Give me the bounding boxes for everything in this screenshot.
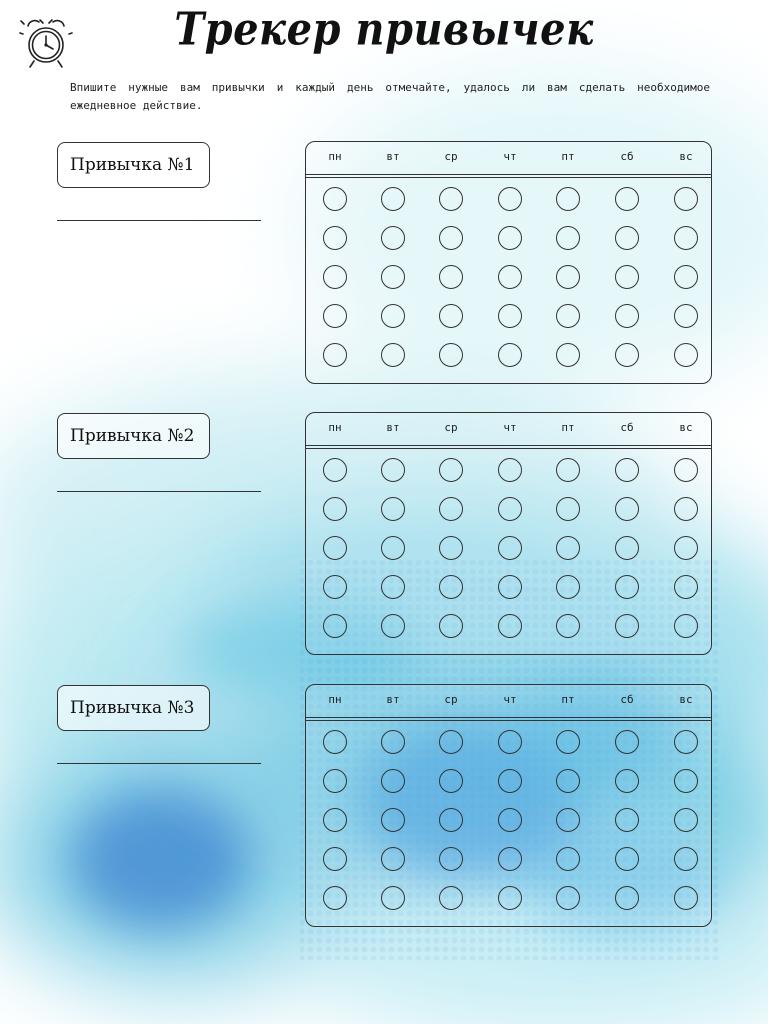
checkmark-circle[interactable] (498, 497, 522, 521)
checkmark-circle[interactable] (323, 497, 347, 521)
habit-name-box-3[interactable]: Привычка №3 (57, 685, 210, 731)
checkmark-circle[interactable] (439, 575, 463, 599)
checkmark-circle[interactable] (381, 808, 405, 832)
checkmark-circle[interactable] (498, 575, 522, 599)
checkmark-circle[interactable] (381, 847, 405, 871)
checkmark-circle[interactable] (556, 265, 580, 289)
checkmark-circle[interactable] (674, 769, 698, 793)
checkmark-circle[interactable] (556, 187, 580, 211)
checkmark-circle[interactable] (674, 614, 698, 638)
checkmark-circle[interactable] (323, 769, 347, 793)
checkmark-circle[interactable] (381, 614, 405, 638)
weekday-label: пт (561, 150, 575, 163)
intro-text: Впишите нужные вам привычки и каждый день отмечайте, удалось ли вам сделать необходимое ежедневное действие. (70, 81, 710, 112)
header-divider (306, 177, 711, 178)
checkmark-circle[interactable] (674, 265, 698, 289)
weekday-label: ср (444, 693, 458, 706)
checkmark-circle[interactable] (439, 458, 463, 482)
weekday-header (306, 142, 711, 174)
checkmark-circle[interactable] (323, 847, 347, 871)
checkmark-circle[interactable] (498, 536, 522, 560)
checkmark-circle[interactable] (498, 808, 522, 832)
checkmark-circle[interactable] (323, 265, 347, 289)
header-divider (306, 448, 711, 449)
checkmark-circle[interactable] (556, 769, 580, 793)
checkmark-circle[interactable] (439, 536, 463, 560)
checkmark-circle[interactable] (556, 343, 580, 367)
checkmark-circle[interactable] (323, 808, 347, 832)
page-title: Трекер привычек (174, 3, 594, 56)
checkmark-circle[interactable] (556, 536, 580, 560)
habit-tracker-grid-1 (305, 141, 712, 384)
checkmark-circle[interactable] (498, 730, 522, 754)
habit-notes-line-1[interactable] (57, 220, 261, 221)
checkmark-circle[interactable] (323, 614, 347, 638)
checkmark-circle[interactable] (381, 458, 405, 482)
habit-name-box-2[interactable]: Привычка №2 (57, 413, 210, 459)
checkmark-circle[interactable] (615, 265, 639, 289)
weekday-label: пн (328, 150, 342, 163)
weekday-label: сб (620, 693, 634, 706)
checkmark-circle[interactable] (498, 847, 522, 871)
weekday-label: пт (561, 693, 575, 706)
checkmark-circle[interactable] (381, 886, 405, 910)
checkmark-circle[interactable] (439, 847, 463, 871)
checkmark-circle[interactable] (556, 304, 580, 328)
checkmark-circle[interactable] (323, 458, 347, 482)
checkmark-circle[interactable] (556, 730, 580, 754)
checkmark-circle[interactable] (674, 575, 698, 599)
checkmark-circle[interactable] (439, 730, 463, 754)
checkmark-circle[interactable] (674, 808, 698, 832)
weekday-label: вс (679, 693, 693, 706)
checkmark-circle[interactable] (556, 886, 580, 910)
checkmark-circle[interactable] (498, 187, 522, 211)
checkmark-circle[interactable] (556, 226, 580, 250)
checkmark-circle[interactable] (498, 343, 522, 367)
checkmark-circle[interactable] (556, 614, 580, 638)
header-divider (306, 717, 711, 718)
header-divider (306, 720, 711, 721)
checkmark-circle[interactable] (439, 304, 463, 328)
checkmark-circle[interactable] (323, 575, 347, 599)
checkmark-circle[interactable] (615, 730, 639, 754)
checkmark-circle[interactable] (674, 187, 698, 211)
checkmark-circle[interactable] (439, 614, 463, 638)
checkmark-circle[interactable] (439, 265, 463, 289)
checkmark-circle[interactable] (615, 536, 639, 560)
weekday-label: чт (503, 150, 517, 163)
checkmark-circle[interactable] (674, 730, 698, 754)
weekday-label: сб (620, 150, 634, 163)
checkmark-circle[interactable] (381, 497, 405, 521)
checkmark-circle[interactable] (381, 304, 405, 328)
checkmark-circle[interactable] (556, 808, 580, 832)
checkmark-circle[interactable] (615, 343, 639, 367)
checkmark-circle[interactable] (381, 226, 405, 250)
checkmark-circle[interactable] (615, 769, 639, 793)
weekday-label: ср (444, 421, 458, 434)
header-divider (306, 174, 711, 175)
weekday-label: вс (679, 421, 693, 434)
checkmark-circle[interactable] (323, 886, 347, 910)
weekday-label: чт (503, 421, 517, 434)
checkmark-circle[interactable] (674, 497, 698, 521)
checkmark-circle[interactable] (323, 187, 347, 211)
checkmark-circle[interactable] (556, 458, 580, 482)
checkmark-circle[interactable] (323, 343, 347, 367)
checkmark-circle[interactable] (498, 265, 522, 289)
checkmark-circle[interactable] (674, 343, 698, 367)
checkmark-circle[interactable] (674, 886, 698, 910)
checkmark-circle[interactable] (323, 226, 347, 250)
checkmark-circle[interactable] (381, 769, 405, 793)
habit-tracker-grid-2 (305, 412, 712, 655)
checkmark-circle[interactable] (615, 497, 639, 521)
checkmark-circle[interactable] (381, 343, 405, 367)
checkmark-circle[interactable] (323, 304, 347, 328)
checkmark-circle[interactable] (498, 886, 522, 910)
checkmark-circle[interactable] (498, 458, 522, 482)
weekday-label: сб (620, 421, 634, 434)
habit-name-box-1[interactable]: Привычка №1 (57, 142, 210, 188)
checkmark-circle[interactable] (615, 847, 639, 871)
weekday-label: ср (444, 150, 458, 163)
checkmark-circle[interactable] (323, 536, 347, 560)
checkmark-circle[interactable] (615, 808, 639, 832)
checkmark-circle[interactable] (323, 730, 347, 754)
checkmark-circle[interactable] (381, 187, 405, 211)
header-divider (306, 445, 711, 446)
weekday-label: вт (386, 421, 400, 434)
weekday-label: пн (328, 693, 342, 706)
checkmark-circle[interactable] (674, 458, 698, 482)
checkmark-circle[interactable] (381, 536, 405, 560)
weekday-header (306, 685, 711, 717)
checkmark-circle[interactable] (615, 886, 639, 910)
checkmark-circle[interactable] (674, 304, 698, 328)
checkmark-circle[interactable] (615, 304, 639, 328)
checkmark-circle[interactable] (674, 536, 698, 560)
weekday-label: пт (561, 421, 575, 434)
habit-notes-line-2[interactable] (57, 491, 261, 492)
checkmark-circle[interactable] (439, 808, 463, 832)
checkmark-circle[interactable] (381, 730, 405, 754)
checkmark-circle[interactable] (439, 226, 463, 250)
weekday-label: пн (328, 421, 342, 434)
weekday-label: вс (679, 150, 693, 163)
habit-notes-line-3[interactable] (57, 763, 261, 764)
weekday-label: вт (386, 693, 400, 706)
checkmark-circle[interactable] (498, 614, 522, 638)
weekday-label: вт (386, 150, 400, 163)
checkmark-circle[interactable] (381, 575, 405, 599)
checkmark-circle[interactable] (381, 265, 405, 289)
checkmark-circle[interactable] (439, 497, 463, 521)
checkmark-circle[interactable] (439, 187, 463, 211)
checkmark-circle[interactable] (615, 575, 639, 599)
checkmark-circle[interactable] (556, 575, 580, 599)
checkmark-circle[interactable] (556, 497, 580, 521)
checkmark-circle[interactable] (498, 304, 522, 328)
checkmark-circle[interactable] (615, 614, 639, 638)
checkmark-circle[interactable] (439, 769, 463, 793)
checkmark-circle[interactable] (556, 847, 580, 871)
weekday-header (306, 413, 711, 445)
checkmark-circle[interactable] (439, 886, 463, 910)
checkmark-circle[interactable] (615, 187, 639, 211)
checkmark-circle[interactable] (498, 769, 522, 793)
checkmark-circle[interactable] (498, 226, 522, 250)
checkmark-circle[interactable] (674, 226, 698, 250)
habit-tracker-grid-3 (305, 684, 712, 927)
checkmark-circle[interactable] (615, 226, 639, 250)
checkmark-circle[interactable] (439, 343, 463, 367)
checkmark-circle[interactable] (674, 847, 698, 871)
weekday-label: чт (503, 693, 517, 706)
checkmark-circle[interactable] (615, 458, 639, 482)
